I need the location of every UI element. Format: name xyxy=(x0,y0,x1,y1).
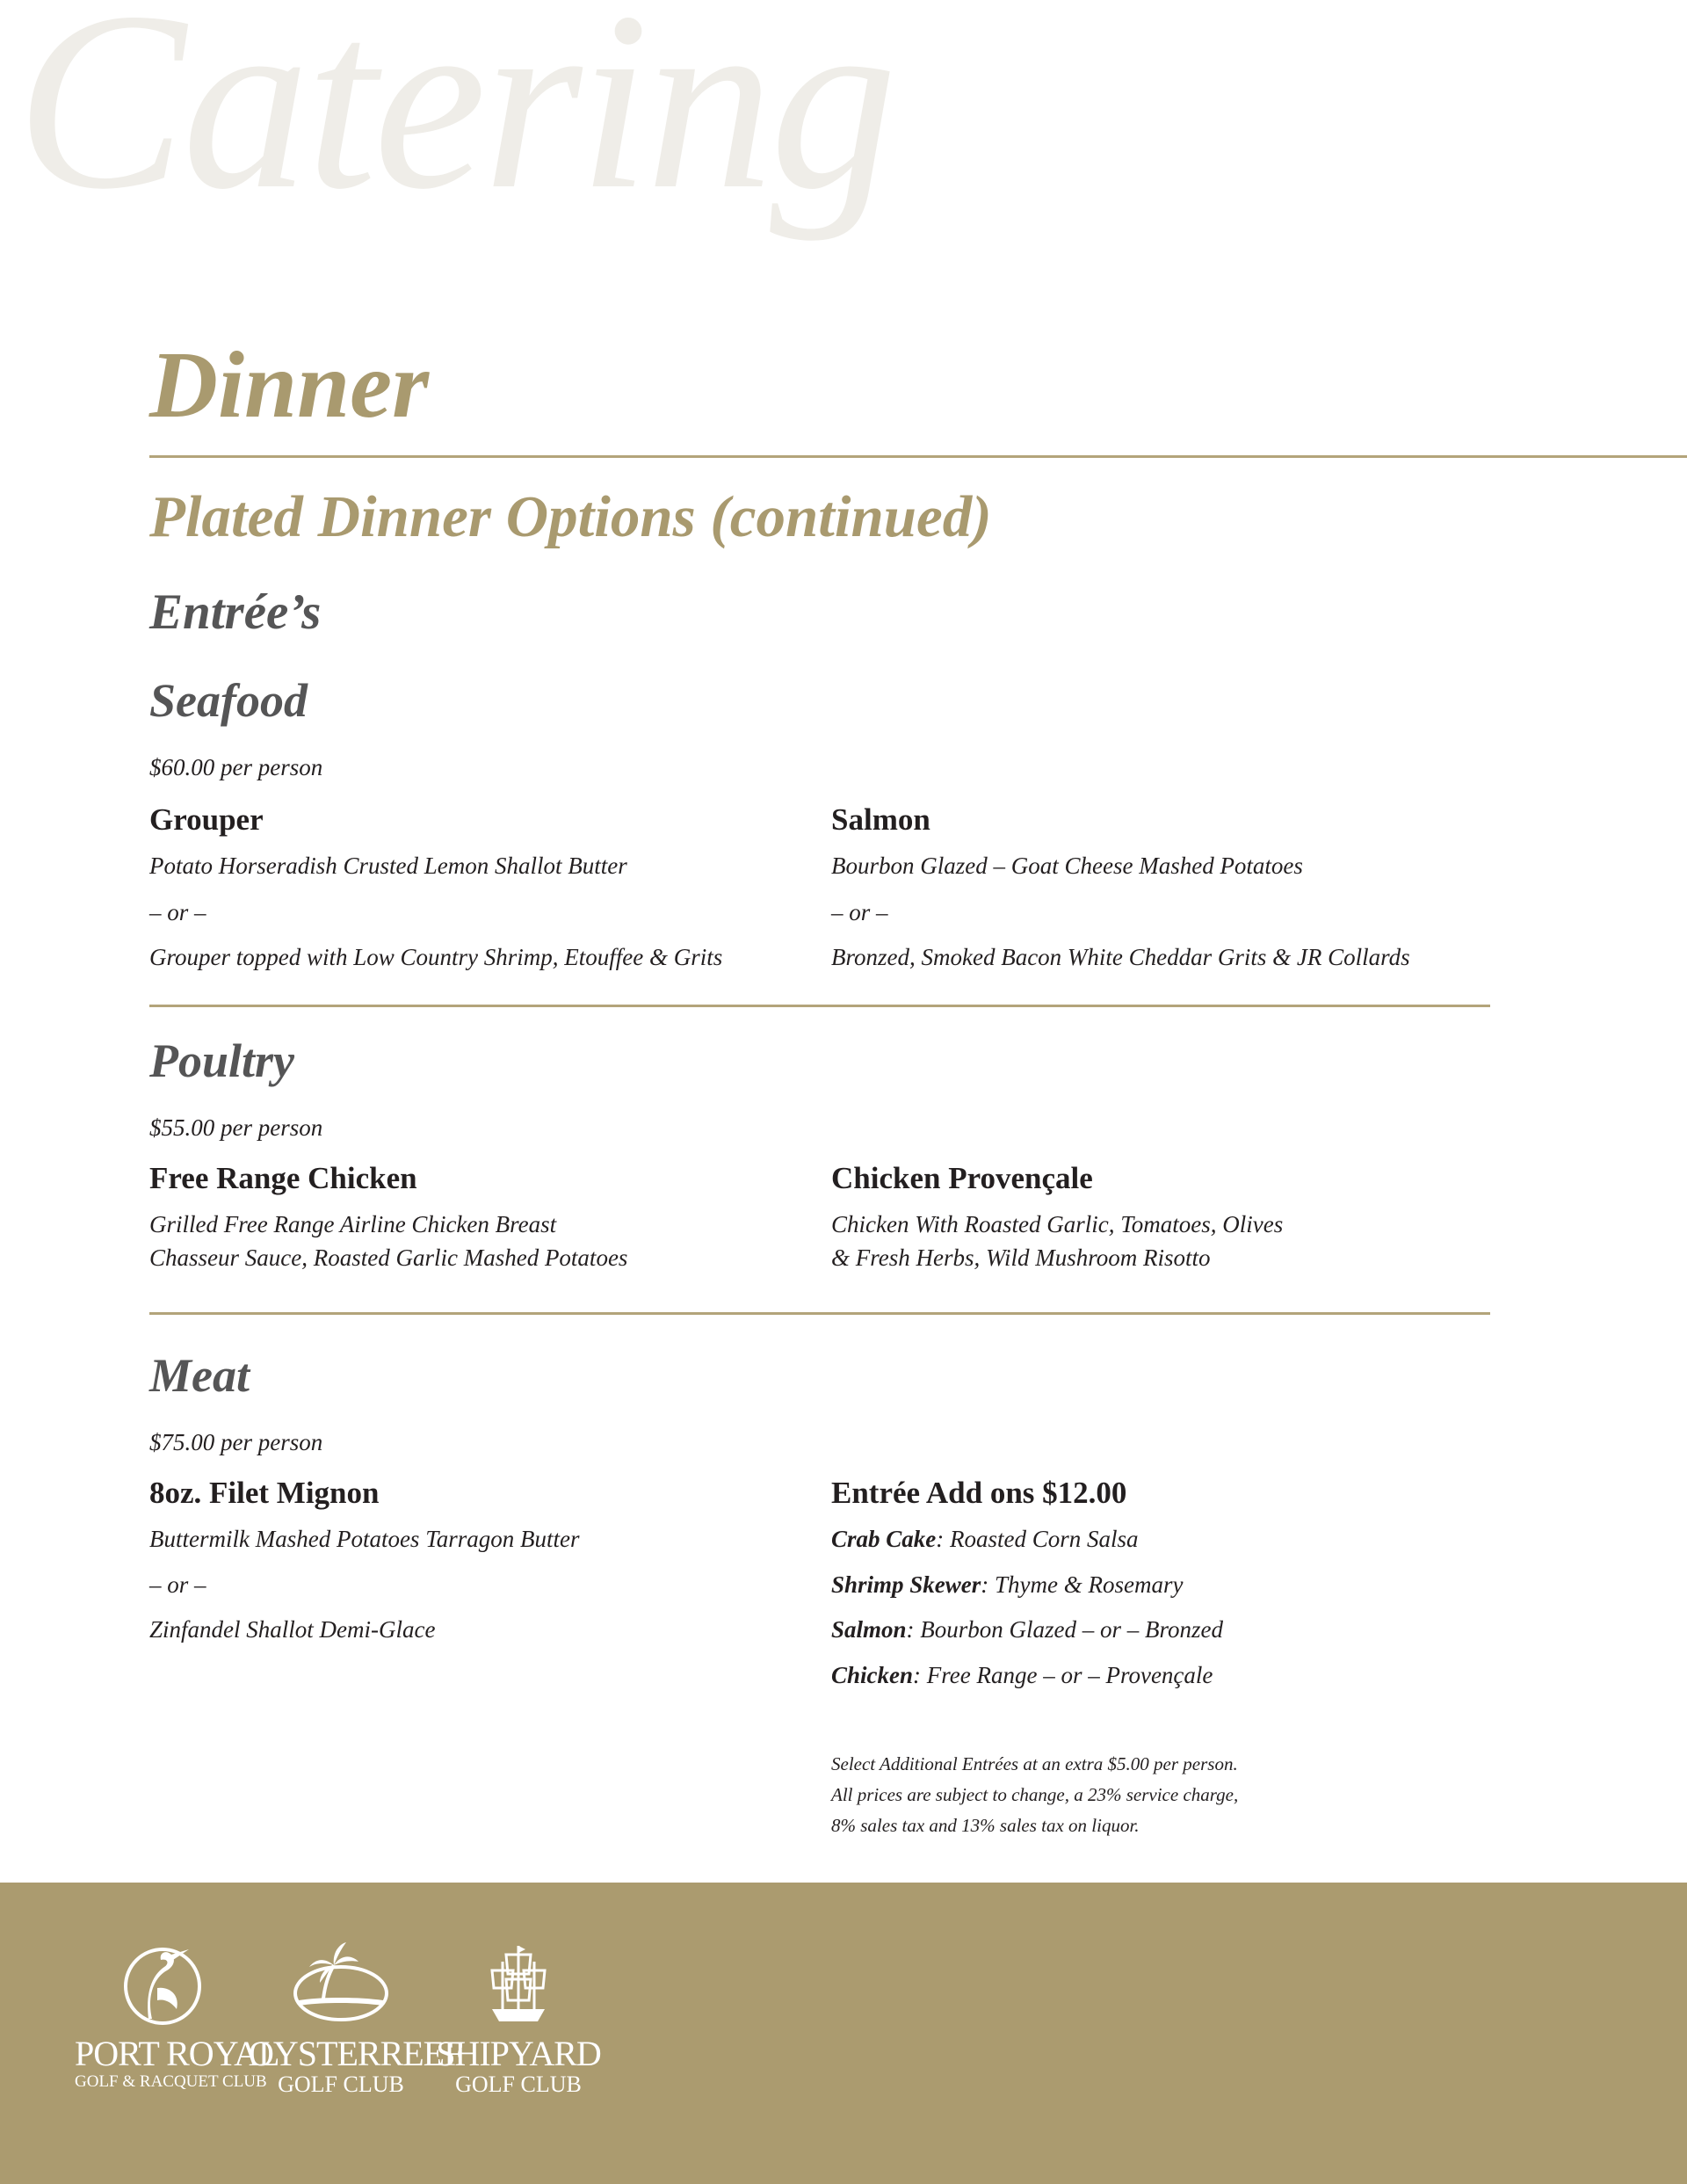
addon-shrimp-skewer xyxy=(831,1573,1184,1597)
poultry-divider xyxy=(149,1312,1490,1315)
addon-label: Crab Cake xyxy=(831,1526,937,1552)
pricing-notes xyxy=(831,1749,1238,1841)
page-title: Dinner xyxy=(149,333,430,438)
addon-crab-cake xyxy=(831,1527,1139,1551)
logo-sub: GOLF & RACQUET CLUB xyxy=(75,2072,267,2091)
salmon-name: Salmon xyxy=(831,802,930,837)
port-royal-logo xyxy=(75,1935,279,2091)
addon-text: : Roasted Corn Salsa xyxy=(936,1526,1139,1552)
addon-label: Shrimp Skewer xyxy=(831,1571,981,1598)
addon-chicken xyxy=(831,1664,1213,1687)
watermark-text: Catering xyxy=(16,0,894,242)
free-range-chicken-name: Free Range Chicken xyxy=(149,1161,417,1195)
addon-salmon xyxy=(831,1618,1223,1642)
note-line: All prices are subject to change, a 23% service charge, xyxy=(831,1784,1239,1805)
palm-tree-icon xyxy=(288,1935,394,2032)
salmon-line1: Bourbon Glazed – Goat Cheese Mashed Potatoes xyxy=(831,853,1303,879)
oyster-reef-logo xyxy=(249,1935,463,2097)
logo-sub: GOLF CLUB xyxy=(455,2072,582,2097)
seafood-title: Seafood xyxy=(149,674,308,727)
seafood-price: $60.00 per person xyxy=(149,754,323,780)
addon-text: : Free Range – or – Provençale xyxy=(913,1662,1213,1688)
addon-label: Chicken xyxy=(831,1662,914,1688)
filet-mignon-name: 8oz. Filet Mignon xyxy=(149,1476,380,1510)
addon-text: : Thyme & Rosemary xyxy=(981,1571,1184,1598)
logo-name: PORT ROYAL xyxy=(75,2034,279,2073)
footer-band xyxy=(0,1883,1687,2184)
chicken-provencale-line2: & Fresh Herbs, Wild Mushroom Risotto xyxy=(831,1244,1211,1271)
section-title: Plated Dinner Options (continued) xyxy=(149,484,992,549)
poultry-title: Poultry xyxy=(149,1034,295,1087)
heron-icon xyxy=(119,1935,206,2032)
filet-mignon-or: – or – xyxy=(149,1571,206,1598)
free-range-chicken-line1: Grilled Free Range Airline Chicken Breast xyxy=(149,1211,557,1237)
poultry-price: $55.00 per person xyxy=(149,1114,323,1141)
salmon-line2: Bronzed, Smoked Bacon White Cheddar Grits & JR Collards xyxy=(831,944,1410,970)
addons-title: Entrée Add ons $12.00 xyxy=(831,1476,1127,1510)
grouper-or: – or – xyxy=(149,899,206,925)
grouper-line1: Potato Horseradish Crusted Lemon Shallot Butter xyxy=(149,853,627,879)
grouper-name: Grouper xyxy=(149,802,264,837)
filet-mignon-line1: Buttermilk Mashed Potatoes Tarragon Butter xyxy=(149,1526,580,1552)
logo-sub: GOLF CLUB xyxy=(278,2072,404,2097)
chicken-provencale-line1: Chicken With Roasted Garlic, Tomatoes, Olives xyxy=(831,1211,1284,1237)
note-line: 8% sales tax and 13% sales tax on liquor. xyxy=(831,1815,1140,1836)
logo-name: OYSTERREEF xyxy=(249,2034,463,2073)
meat-title: Meat xyxy=(149,1349,250,1402)
entrees-heading: Entrée’s xyxy=(149,584,322,640)
addon-text: : Bourbon Glazed – or – Bronzed xyxy=(906,1616,1224,1643)
title-divider xyxy=(149,455,1687,458)
chicken-provencale-name: Chicken Provençale xyxy=(831,1161,1093,1195)
meat-price: $75.00 per person xyxy=(149,1429,323,1455)
note-line: Select Additional Entrées at an extra $5.00 per person. xyxy=(831,1753,1238,1774)
salmon-or: – or – xyxy=(831,899,888,925)
seafood-divider xyxy=(149,1005,1490,1007)
addon-label: Salmon xyxy=(831,1616,907,1643)
ship-icon xyxy=(474,1935,562,2032)
grouper-line2: Grouper topped with Low Country Shrimp, Etouffee & Grits xyxy=(149,944,723,970)
shipyard-logo xyxy=(431,1935,606,2096)
logo-name: SHIPYARD xyxy=(436,2034,601,2073)
filet-mignon-line2: Zinfandel Shallot Demi-Glace xyxy=(149,1616,436,1643)
free-range-chicken-line2: Chasseur Sauce, Roasted Garlic Mashed Potatoes xyxy=(149,1244,628,1271)
